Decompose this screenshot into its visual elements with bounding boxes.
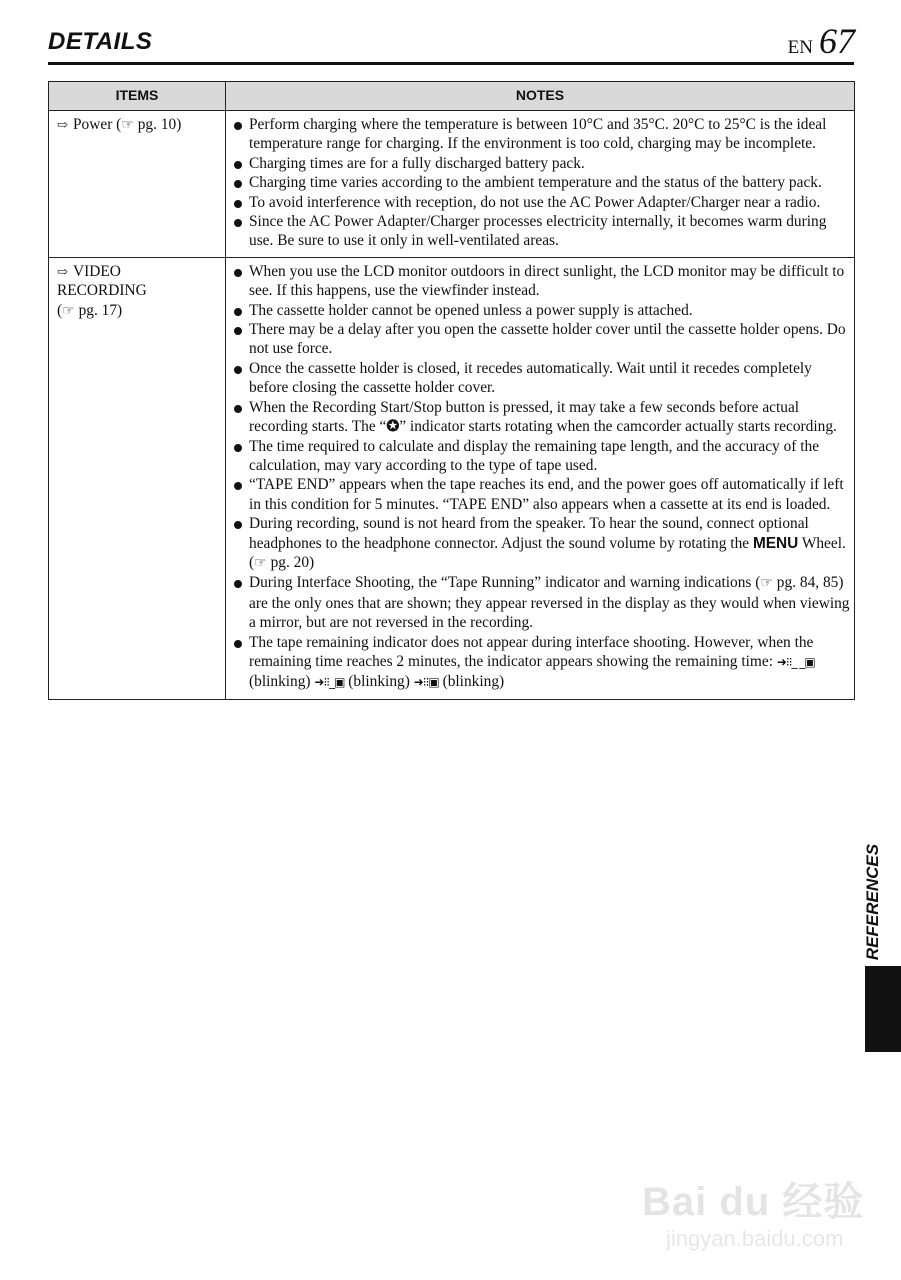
side-tab-marker (865, 966, 901, 1052)
note-text: ) are the only ones that are shown; they appear reversed in the display as they would when viewing a mirror, but are not reversed in the recording. (249, 574, 850, 632)
note-text: Charging times are for a fully discharged battery pack. (249, 154, 585, 172)
page-reference: pg. 17 (78, 301, 118, 319)
bullet-icon (234, 161, 242, 169)
watermark-url: jingyan.baidu.com (666, 1226, 844, 1251)
note-text: The time required to calculate and display the remaining tape length, and the accuracy of the calculation, may vary according to the type of tape used. (249, 437, 820, 474)
tape-remaining-icon: ➜⁝⁝_ _▣ (776, 654, 815, 669)
bullet-icon (234, 122, 242, 130)
watermark-text: Bai du 经验 (642, 1180, 865, 1224)
pointing-hand-icon: ☞ (760, 576, 773, 592)
note-text: The cassette holder cannot be opened unless a power supply is attached. (249, 301, 693, 319)
list-item (233, 320, 854, 359)
note-text: Once the cassette holder is closed, it recedes automatically. Wait until it recedes completely before closing the cassette holder cover. (249, 359, 812, 397)
pointing-hand-icon: ☞ (254, 555, 267, 571)
list-item (233, 633, 854, 693)
tape-remaining-icon: ➜⁝⁝▣ (413, 675, 439, 690)
page-number: 67 (819, 21, 855, 61)
note-text: Charging time varies according to the ambient temperature and the status of the battery pack. (249, 174, 822, 192)
note-text: When you use the LCD monitor outdoors in direct sunlight, the LCD monitor may be difficult to see. If this happens, use the viewfinder instead. (249, 262, 845, 300)
bullet-icon (234, 521, 242, 529)
note-text: (blinking) (249, 673, 315, 691)
note-text: ) (309, 553, 315, 571)
list-item (233, 398, 854, 437)
item-label-line2: RECORDING (57, 282, 147, 300)
notes-cell-video-recording (226, 257, 855, 699)
bullet-icon (234, 327, 242, 335)
arrow-right-outline-icon: ⇨ (57, 263, 68, 279)
bullet-icon (234, 444, 242, 452)
side-tab-text: REFERENCES (863, 843, 882, 961)
page-reference: pg. 10 (137, 116, 177, 133)
item-cell-power: ⇨ Power (☞ pg. 10) (49, 111, 226, 258)
items-column-header: ITEMS (49, 82, 226, 111)
bullet-icon (234, 405, 242, 413)
page-reference: pg. 84, 85 (776, 574, 839, 592)
note-text: Wheel. ( (249, 534, 846, 571)
note-text: There may be a delay after you open the cassette holder cover until the cassette holder opens. Do not use force. (249, 321, 846, 358)
list-item (233, 193, 854, 212)
bullet-icon (234, 200, 242, 208)
watermark (630, 1160, 880, 1270)
list-item (233, 173, 854, 192)
tape-remaining-icon: ➜⁝⁝_▣ (314, 675, 345, 690)
list-item (233, 359, 854, 398)
list-item (233, 514, 854, 573)
pointing-hand-icon: ☞ (121, 118, 134, 133)
page-number-block (788, 20, 855, 62)
table-row-power (49, 111, 855, 258)
bullet-icon (234, 269, 242, 277)
bullet-icon (234, 308, 242, 316)
list-item (233, 154, 854, 173)
note-text: Since the AC Power Adapter/Charger processes electricity internally, it becomes warm during use. Be sure to use it only in well-ventilated areas. (249, 213, 827, 250)
pointing-hand-icon: ☞ (62, 303, 75, 319)
rotating-indicator-icon: ✪ (386, 418, 400, 436)
notes-table (48, 81, 855, 700)
bullet-icon (234, 180, 242, 188)
item-label: Power (73, 116, 113, 133)
notes-cell-power (226, 111, 855, 258)
note-text: “TAPE END” appears when the tape reaches its end, and the power goes off automatically if left in this condition for 5 minutes. “TAPE END” also appears when a cassette at its end is loaded. (249, 476, 844, 513)
note-text: The tape remaining indicator does not appear during interface shooting. However, when the remaining time reaches 2 minutes, the indicator appears showing the remaining time: (249, 633, 814, 670)
list-item (233, 212, 854, 251)
note-text: (blinking) (438, 673, 505, 691)
notes-column-header: NOTES (226, 82, 855, 111)
item-label-line1: VIDEO (73, 262, 121, 280)
bullet-icon (234, 640, 242, 648)
language-code: EN (787, 37, 813, 58)
list-item (233, 573, 854, 632)
menu-wheel-label: MENU (752, 534, 799, 552)
note-text: (blinking) (344, 673, 414, 691)
bullet-icon (234, 219, 242, 227)
bullet-icon (234, 482, 242, 490)
note-text: During recording, sound is not heard from the speaker. To hear the sound, connect optional headphones to the headphone connector. Adjust the sound volume by rotating the (249, 515, 809, 552)
note-text: During Interface Shooting, the “Tape Running” indicator and warning indications ( (249, 574, 761, 592)
list-item (233, 437, 854, 476)
bullet-icon (234, 366, 242, 374)
page-reference: pg. 20 (270, 553, 310, 571)
header-rule (48, 62, 854, 65)
note-text: Perform charging where the temperature is between 10°C and 35°C. 20°C to 25°C is the ideal temperature range for charging. If the environment is too cold, charging may be incomplete. (249, 116, 827, 153)
list-item (233, 115, 854, 154)
table-row-video-recording (49, 257, 855, 699)
side-tab-label (843, 843, 901, 961)
arrow-right-outline-icon: ⇨ (57, 117, 68, 132)
note-text: To avoid interference with reception, do not use the AC Power Adapter/Charger near a radio. (249, 193, 821, 211)
list-item (233, 475, 854, 514)
note-text: When the Recording Start/Stop button is pressed, it may take a few seconds before actual recording starts. The “ (249, 398, 800, 436)
list-item (233, 301, 854, 320)
note-text: ” indicator starts rotating when the camcorder actually starts recording. (399, 418, 837, 436)
table-header-row (49, 82, 855, 111)
list-item (233, 262, 854, 301)
bullet-icon (234, 580, 242, 588)
item-cell-video-recording: ⇨ VIDEO RECORDING (☞ pg. 17) (49, 257, 226, 699)
page-section-title: DETAILS (48, 28, 153, 55)
